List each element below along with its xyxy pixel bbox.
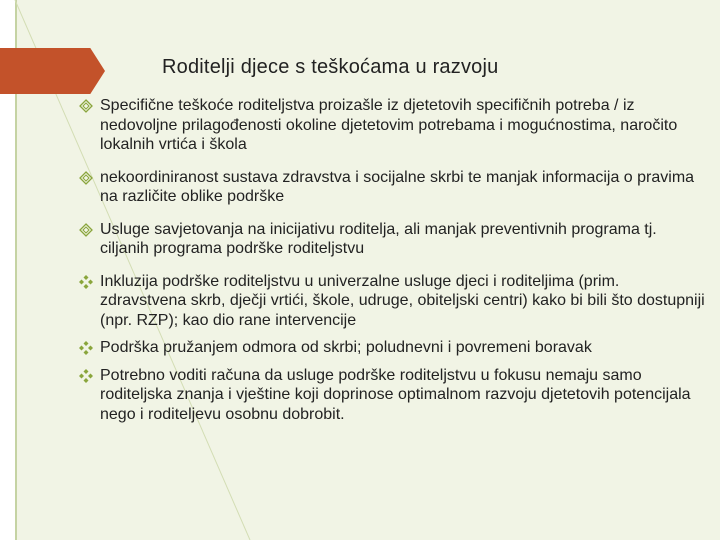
bullet-item <box>78 272 710 331</box>
bullet-item <box>78 168 710 207</box>
title-accent-tab <box>0 48 105 94</box>
bullet-item <box>78 338 710 358</box>
diamond-outline-icon <box>78 170 94 186</box>
bullet-text: Specifične teškoće roditeljstva proizašle iz djetetovih specifičnih potreba / iz nedovoljne prilagođenosti okoline djetetovim potrebama i mogućnostima, naročito lokalnih vrtića i škola <box>100 97 678 153</box>
bullet-text: nekoordiniranost sustava zdravstva i socijalne skrbi te manjak informacija o pravima na različite oblike podrške <box>100 168 695 205</box>
bullet-text: Podrška pružanjem odmora od skrbi; poludnevni i povremeni boravak <box>100 339 592 356</box>
diamond-outline-icon <box>78 98 94 114</box>
bullet-item <box>78 96 710 155</box>
four-diamond-icon <box>78 368 94 384</box>
bullet-item <box>78 366 710 425</box>
bullet-list <box>78 96 710 437</box>
bullet-item <box>78 220 710 259</box>
four-diamond-icon <box>78 274 94 290</box>
bullet-text: Potrebno voditi računa da usluge podrške roditeljstvu u fokusu nemaju samo roditeljska znanja i vještine koji doprinose optimalnom razvoju djetetovih potencijala nego i roditeljevu osobnu dobrobit. <box>100 366 691 423</box>
four-diamond-icon <box>78 340 94 356</box>
bullet-text: Inkluzija podrške roditeljstvu u univerzalne usluge djeci i roditeljima (prim. zdravstvena skrb, dječji vrtići, škole, udruge, obiteljski centri) kako bi bili što dostupniji (npr. RZP); kao dio rane intervencije <box>100 272 705 329</box>
bullet-text: Usluge savjetovanja na inicijativu roditelja, ali manjak preventivnih programa tj. ciljanih programa podrške roditeljstvu <box>100 220 657 257</box>
diamond-outline-icon <box>78 222 94 238</box>
slide-title: Roditelji djece s teškoćama u razvoju <box>162 56 499 78</box>
